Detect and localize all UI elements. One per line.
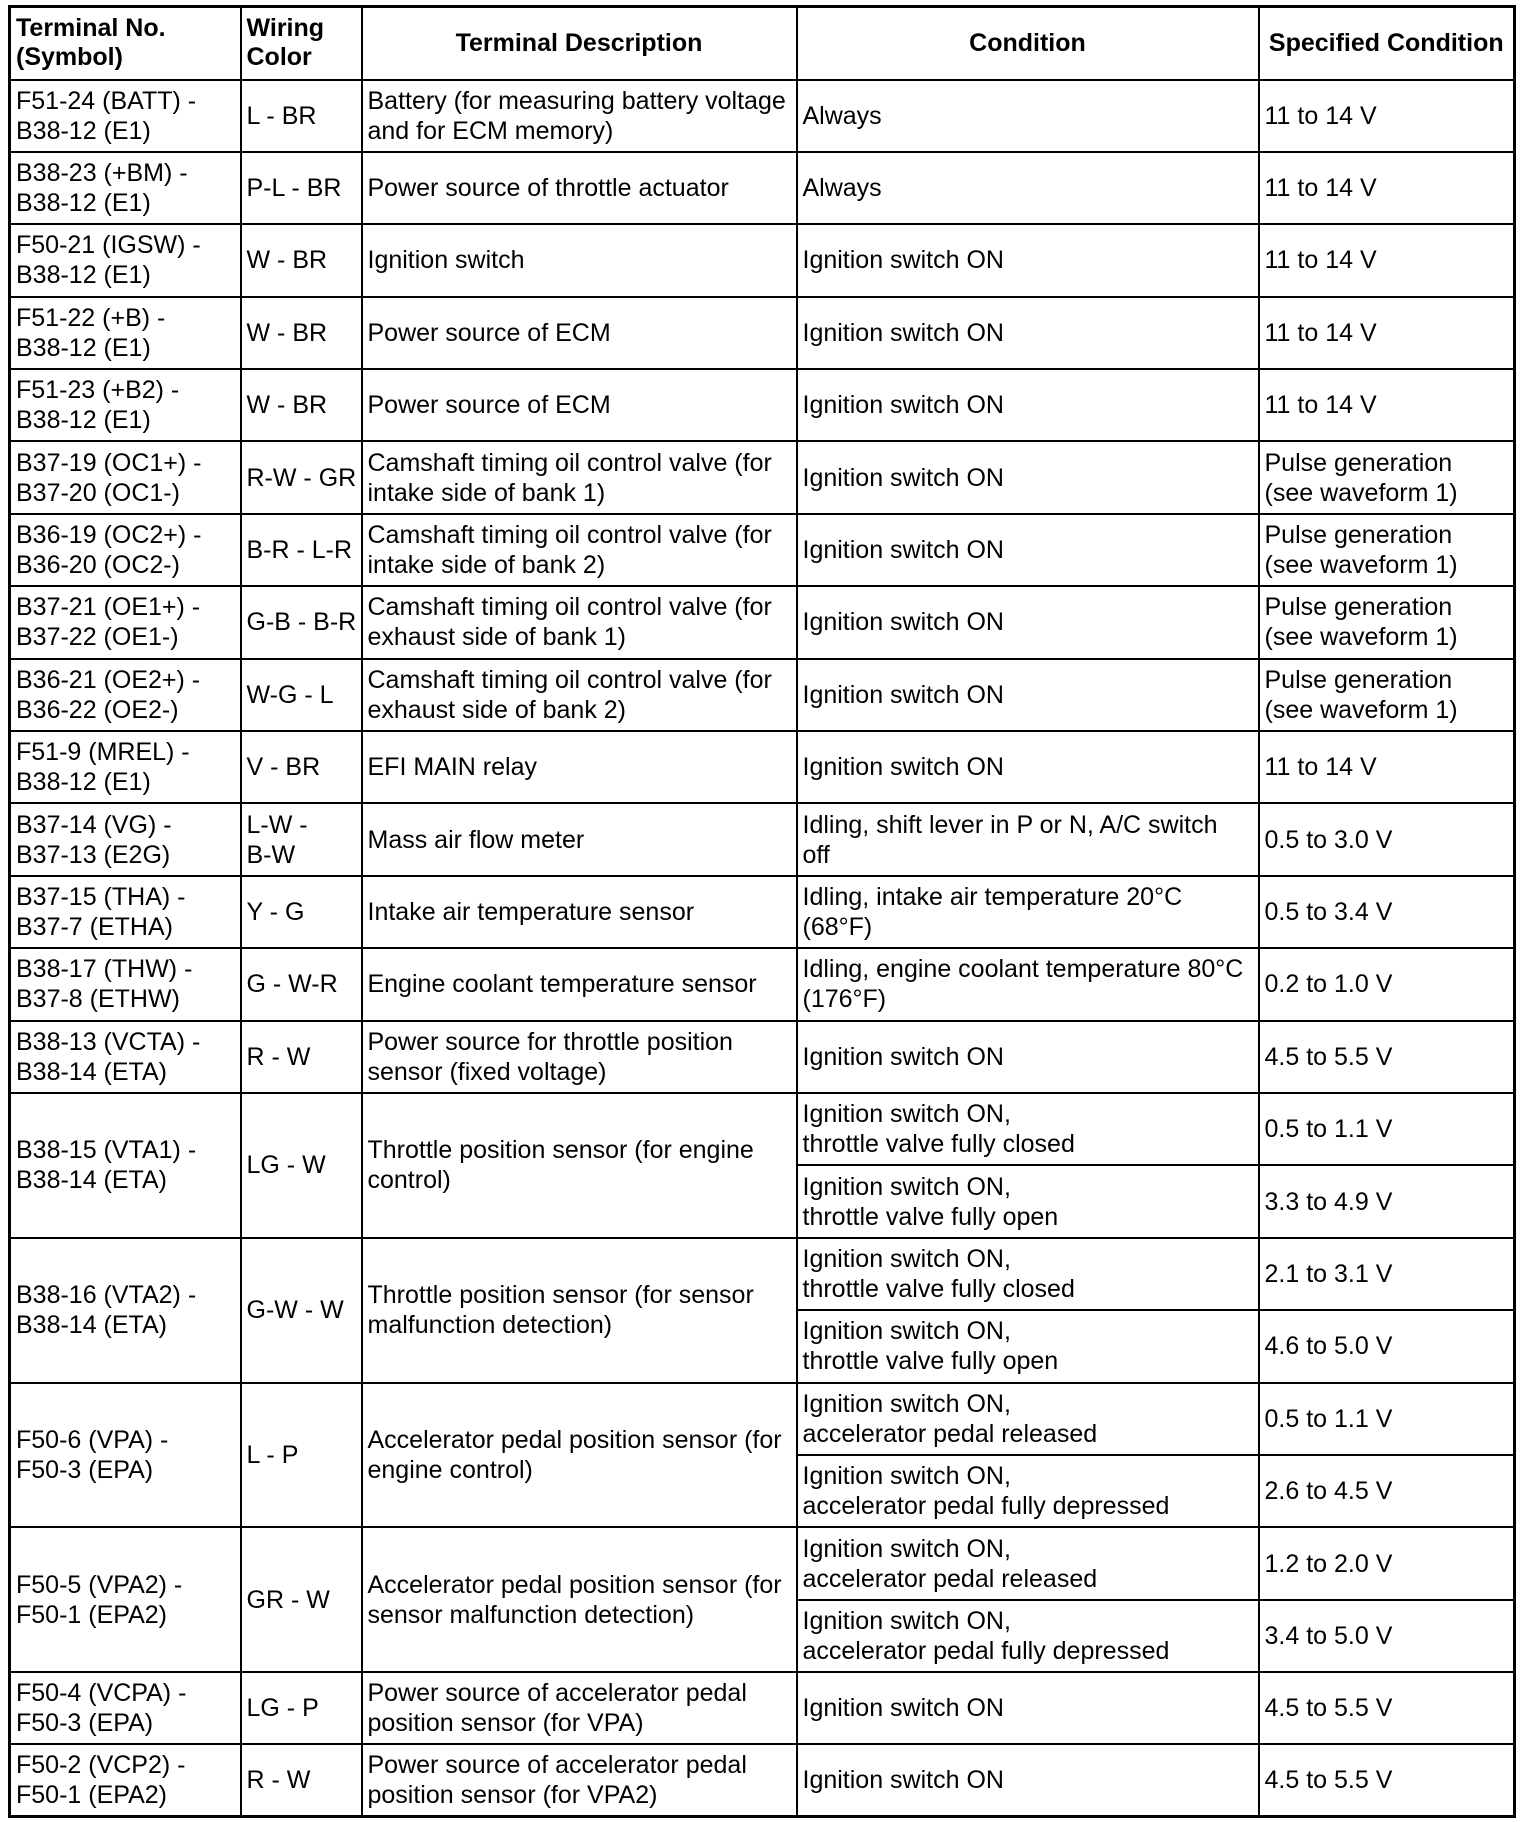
terminal-cell: B37-21 (OE1+) - B37-22 (OE1-) bbox=[10, 586, 241, 658]
table-row bbox=[10, 586, 1515, 658]
description-cell: Accelerator pedal position sensor (for engine control) bbox=[362, 1383, 797, 1528]
condition-cell: Ignition switch ON bbox=[797, 369, 1259, 441]
condition-cell: Ignition switch ON bbox=[797, 514, 1259, 586]
terminal-cell: B37-14 (VG) - B37-13 (E2G) bbox=[10, 803, 241, 875]
specified-condition-cell: 0.5 to 3.4 V bbox=[1259, 876, 1515, 948]
specified-condition-cell: 4.6 to 5.0 V bbox=[1259, 1310, 1515, 1382]
description-cell: Camshaft timing oil control valve (for exhaust side of bank 2) bbox=[362, 659, 797, 731]
terminal-cell: B36-19 (OC2+) - B36-20 (OC2-) bbox=[10, 514, 241, 586]
terminal-cell: B38-13 (VCTA) - B38-14 (ETA) bbox=[10, 1021, 241, 1093]
table-row bbox=[10, 803, 1515, 875]
table-row bbox=[10, 1093, 1515, 1165]
description-cell: Intake air temperature sensor bbox=[362, 876, 797, 948]
specified-condition-cell: 11 to 14 V bbox=[1259, 297, 1515, 369]
terminal-cell: F51-22 (+B) - B38-12 (E1) bbox=[10, 297, 241, 369]
condition-cell: Ignition switch ON, accelerator pedal released bbox=[797, 1383, 1259, 1455]
wiring-color-cell: L-W - B-W bbox=[241, 803, 362, 875]
table-row bbox=[10, 731, 1515, 803]
wiring-color-cell: R-W - GR bbox=[241, 441, 362, 513]
specified-condition-cell: 11 to 14 V bbox=[1259, 152, 1515, 224]
header-row bbox=[10, 7, 1515, 80]
specified-condition-cell: 11 to 14 V bbox=[1259, 80, 1515, 152]
table-row bbox=[10, 224, 1515, 296]
terminal-cell: B37-19 (OC1+) - B37-20 (OC1-) bbox=[10, 441, 241, 513]
condition-cell: Ignition switch ON, throttle valve fully open bbox=[797, 1165, 1259, 1237]
specified-condition-cell: 0.2 to 1.0 V bbox=[1259, 948, 1515, 1020]
specified-condition-cell: 2.1 to 3.1 V bbox=[1259, 1238, 1515, 1310]
condition-cell: Ignition switch ON bbox=[797, 731, 1259, 803]
specified-condition-cell: 0.5 to 1.1 V bbox=[1259, 1093, 1515, 1165]
wiring-color-cell: V - BR bbox=[241, 731, 362, 803]
specified-condition-cell: Pulse generation (see waveform 1) bbox=[1259, 586, 1515, 658]
wiring-color-cell: G - W-R bbox=[241, 948, 362, 1020]
terminal-cell: F51-24 (BATT) - B38-12 (E1) bbox=[10, 80, 241, 152]
terminal-cell: F51-23 (+B2) - B38-12 (E1) bbox=[10, 369, 241, 441]
table-row bbox=[10, 1238, 1515, 1310]
wiring-color-cell: G-B - B-R bbox=[241, 586, 362, 658]
wiring-color-cell: L - BR bbox=[241, 80, 362, 152]
table-row bbox=[10, 1672, 1515, 1744]
wiring-color-cell: P-L - BR bbox=[241, 152, 362, 224]
condition-cell: Idling, intake air temperature 20°C (68°F) bbox=[797, 876, 1259, 948]
condition-cell: Ignition switch ON bbox=[797, 297, 1259, 369]
description-cell: Ignition switch bbox=[362, 224, 797, 296]
table-row bbox=[10, 876, 1515, 948]
description-cell: Throttle position sensor (for engine control) bbox=[362, 1093, 797, 1238]
table-row bbox=[10, 948, 1515, 1020]
condition-cell: Always bbox=[797, 80, 1259, 152]
terminal-cell: F50-2 (VCP2) - F50-1 (EPA2) bbox=[10, 1744, 241, 1816]
condition-cell: Always bbox=[797, 152, 1259, 224]
wiring-color-cell: R - W bbox=[241, 1744, 362, 1816]
wiring-color-cell: GR - W bbox=[241, 1527, 362, 1672]
condition-cell: Idling, engine coolant temperature 80°C (176°F) bbox=[797, 948, 1259, 1020]
description-cell: Power source of throttle actuator bbox=[362, 152, 797, 224]
table-row bbox=[10, 659, 1515, 731]
description-cell: Camshaft timing oil control valve (for exhaust side of bank 1) bbox=[362, 586, 797, 658]
header-condition: Condition bbox=[797, 7, 1259, 80]
terminal-spec-table bbox=[8, 5, 1516, 1818]
condition-cell: Ignition switch ON, throttle valve fully open bbox=[797, 1310, 1259, 1382]
table-row bbox=[10, 1021, 1515, 1093]
condition-cell: Ignition switch ON bbox=[797, 1672, 1259, 1744]
specified-condition-cell: 1.2 to 2.0 V bbox=[1259, 1527, 1515, 1599]
table-row bbox=[10, 1527, 1515, 1599]
specified-condition-cell: 0.5 to 3.0 V bbox=[1259, 803, 1515, 875]
wiring-color-cell: W - BR bbox=[241, 297, 362, 369]
condition-cell: Ignition switch ON bbox=[797, 659, 1259, 731]
specified-condition-cell: 3.4 to 5.0 V bbox=[1259, 1600, 1515, 1672]
header-wiring-color: Wiring Color bbox=[241, 7, 362, 80]
condition-cell: Ignition switch ON bbox=[797, 441, 1259, 513]
wiring-color-cell: R - W bbox=[241, 1021, 362, 1093]
condition-cell: Ignition switch ON bbox=[797, 1021, 1259, 1093]
condition-cell: Ignition switch ON bbox=[797, 586, 1259, 658]
header-terminal-description: Terminal Description bbox=[362, 7, 797, 80]
description-cell: Accelerator pedal position sensor (for sensor malfunction detection) bbox=[362, 1527, 797, 1672]
specified-condition-cell: 11 to 14 V bbox=[1259, 224, 1515, 296]
table-row bbox=[10, 152, 1515, 224]
table-row bbox=[10, 369, 1515, 441]
description-cell: Power source of accelerator pedal position sensor (for VPA2) bbox=[362, 1744, 797, 1816]
specified-condition-cell: 4.5 to 5.5 V bbox=[1259, 1021, 1515, 1093]
table-row bbox=[10, 514, 1515, 586]
terminal-cell: B36-21 (OE2+) - B36-22 (OE2-) bbox=[10, 659, 241, 731]
condition-cell: Ignition switch ON, throttle valve fully closed bbox=[797, 1238, 1259, 1310]
description-cell: Power source of ECM bbox=[362, 369, 797, 441]
condition-cell: Ignition switch ON bbox=[797, 224, 1259, 296]
wiring-color-cell: LG - P bbox=[241, 1672, 362, 1744]
terminal-cell: B38-16 (VTA2) - B38-14 (ETA) bbox=[10, 1238, 241, 1383]
condition-cell: Ignition switch ON, throttle valve fully closed bbox=[797, 1093, 1259, 1165]
specified-condition-cell: Pulse generation (see waveform 1) bbox=[1259, 441, 1515, 513]
wiring-color-cell: W-G - L bbox=[241, 659, 362, 731]
table-row bbox=[10, 297, 1515, 369]
terminal-cell: F50-21 (IGSW) - B38-12 (E1) bbox=[10, 224, 241, 296]
terminal-cell: B38-15 (VTA1) - B38-14 (ETA) bbox=[10, 1093, 241, 1238]
table-row bbox=[10, 80, 1515, 152]
specified-condition-cell: 11 to 14 V bbox=[1259, 369, 1515, 441]
condition-cell: Idling, shift lever in P or N, A/C switch off bbox=[797, 803, 1259, 875]
terminal-cell: F51-9 (MREL) - B38-12 (E1) bbox=[10, 731, 241, 803]
description-cell: EFI MAIN relay bbox=[362, 731, 797, 803]
description-cell: Mass air flow meter bbox=[362, 803, 797, 875]
description-cell: Camshaft timing oil control valve (for intake side of bank 2) bbox=[362, 514, 797, 586]
terminal-cell: F50-4 (VCPA) - F50-3 (EPA) bbox=[10, 1672, 241, 1744]
wiring-color-cell: L - P bbox=[241, 1383, 362, 1528]
wiring-color-cell: LG - W bbox=[241, 1093, 362, 1238]
terminal-cell: B38-23 (+BM) - B38-12 (E1) bbox=[10, 152, 241, 224]
header-terminal: Terminal No. (Symbol) bbox=[10, 7, 241, 80]
terminal-cell: B37-15 (THA) - B37-7 (ETHA) bbox=[10, 876, 241, 948]
table-row bbox=[10, 1744, 1515, 1816]
wiring-color-cell: W - BR bbox=[241, 224, 362, 296]
header-specified-condition: Specified Condition bbox=[1259, 7, 1515, 80]
description-cell: Engine coolant temperature sensor bbox=[362, 948, 797, 1020]
wiring-color-cell: G-W - W bbox=[241, 1238, 362, 1383]
specified-condition-cell: 0.5 to 1.1 V bbox=[1259, 1383, 1515, 1455]
terminal-cell: B38-17 (THW) - B37-8 (ETHW) bbox=[10, 948, 241, 1020]
description-cell: Power source of ECM bbox=[362, 297, 797, 369]
specified-condition-cell: 2.6 to 4.5 V bbox=[1259, 1455, 1515, 1527]
condition-cell: Ignition switch ON, accelerator pedal fully depressed bbox=[797, 1600, 1259, 1672]
terminal-cell: F50-6 (VPA) - F50-3 (EPA) bbox=[10, 1383, 241, 1528]
description-cell: Throttle position sensor (for sensor malfunction detection) bbox=[362, 1238, 797, 1383]
description-cell: Power source of accelerator pedal position sensor (for VPA) bbox=[362, 1672, 797, 1744]
wiring-color-cell: W - BR bbox=[241, 369, 362, 441]
specified-condition-cell: Pulse generation (see waveform 1) bbox=[1259, 514, 1515, 586]
description-cell: Battery (for measuring battery voltage and for ECM memory) bbox=[362, 80, 797, 152]
specified-condition-cell: 4.5 to 5.5 V bbox=[1259, 1744, 1515, 1816]
description-cell: Camshaft timing oil control valve (for intake side of bank 1) bbox=[362, 441, 797, 513]
terminal-cell: F50-5 (VPA2) - F50-1 (EPA2) bbox=[10, 1527, 241, 1672]
table-row bbox=[10, 441, 1515, 513]
specified-condition-cell: Pulse generation (see waveform 1) bbox=[1259, 659, 1515, 731]
condition-cell: Ignition switch ON, accelerator pedal fully depressed bbox=[797, 1455, 1259, 1527]
table-row bbox=[10, 1383, 1515, 1455]
description-cell: Power source for throttle position sensor (fixed voltage) bbox=[362, 1021, 797, 1093]
wiring-color-cell: B-R - L-R bbox=[241, 514, 362, 586]
specified-condition-cell: 4.5 to 5.5 V bbox=[1259, 1672, 1515, 1744]
specified-condition-cell: 11 to 14 V bbox=[1259, 731, 1515, 803]
condition-cell: Ignition switch ON, accelerator pedal released bbox=[797, 1527, 1259, 1599]
specified-condition-cell: 3.3 to 4.9 V bbox=[1259, 1165, 1515, 1237]
wiring-color-cell: Y - G bbox=[241, 876, 362, 948]
condition-cell: Ignition switch ON bbox=[797, 1744, 1259, 1816]
